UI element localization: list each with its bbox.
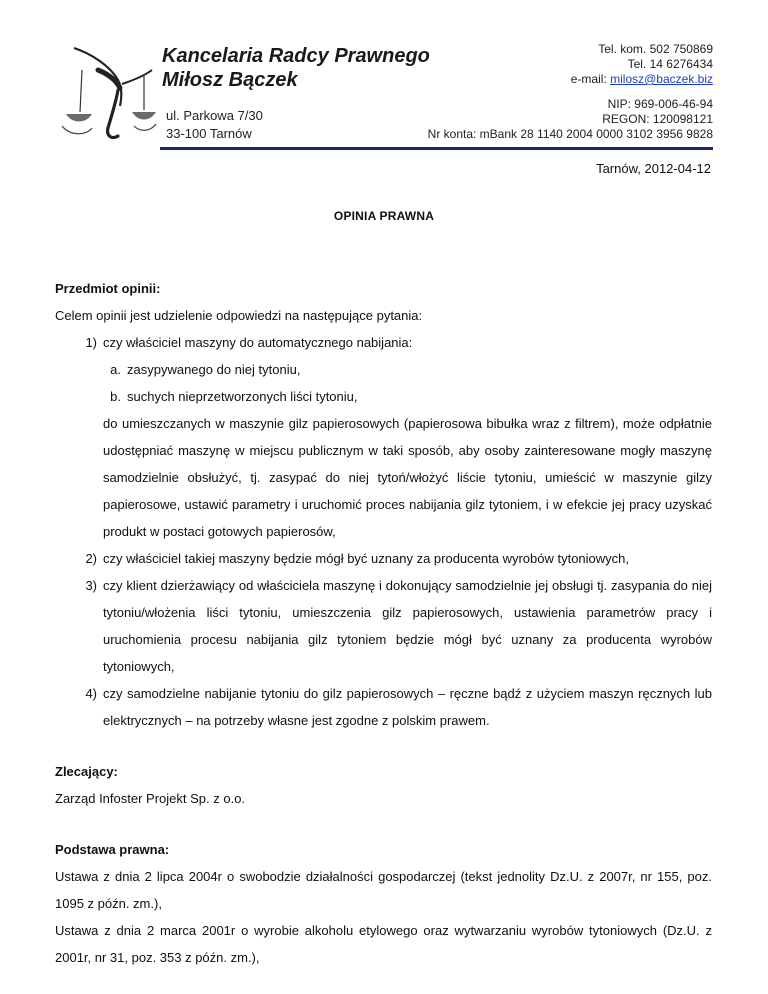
ordering-text: Zarząd Infoster Projekt Sp. z o.o.	[55, 791, 246, 806]
email-label: e-mail:	[570, 72, 611, 86]
email-line	[571, 72, 713, 87]
email-link[interactable]: milosz@baczek.biz	[610, 72, 713, 86]
question-number: 2)	[85, 551, 97, 566]
sub-item-letter: a.	[110, 362, 121, 377]
header-divider	[160, 147, 713, 150]
question-continuation: do umieszczanych w maszynie gilz papierosowych (papierosowa bibułka wraz z filtrem), może odpłatnie udostępniać maszynę w miejscu publicznym w taki sposób, aby osoby zainteresowane mogły maszynę samodzielnie obsłużyć, tj. zasypać do niej tytoń/włożyć liście tytoniu, umieścić w maszynie gilzy papierosowe, ustawić parametry i uruchomić proces nabijania gilz tytoniem, i w efekcie jej pracy uzyskać produkt w postaci gotowych papierosów,	[103, 416, 712, 539]
document-date: Tarnów, 2012-04-12	[596, 161, 711, 176]
company-ids	[428, 97, 713, 142]
phone: Tel. 14 6276434	[627, 57, 713, 71]
question-text: czy właściciel takiej maszyny będzie mógł być uznany za producenta wyrobów tytoniowych,	[103, 551, 630, 566]
scales-of-justice-icon	[52, 40, 162, 150]
ordering-heading: Zlecający:	[55, 764, 118, 779]
firm-name-line2: Miłosz Bączek	[162, 69, 298, 91]
sub-item	[55, 383, 712, 410]
question-number: 3)	[85, 578, 97, 593]
firm-name	[162, 44, 430, 92]
question-item	[55, 329, 712, 356]
question-number: 4)	[85, 686, 97, 701]
question-item	[55, 545, 712, 572]
firm-address	[166, 107, 263, 143]
question-number: 1)	[85, 335, 97, 350]
subject-intro: Celem opinii jest udzielenie odpowiedzi na następujące pytania:	[55, 308, 423, 323]
address-street: ul. Parkowa 7/30	[166, 108, 263, 123]
regon: REGON: 120098121	[602, 112, 713, 126]
sub-item-letter: b.	[110, 389, 121, 404]
sub-item-text: suchych nieprzetworzonych liści tytoniu,	[127, 389, 358, 404]
contact-info	[571, 42, 713, 87]
sub-item-text: zasypywanego do niej tytoniu,	[127, 362, 301, 377]
sub-item	[55, 356, 712, 383]
question-text: czy klient dzierżawiący od właściciela maszynę i dokonujący samodzielnie jej obsługi tj. zasypania do niej tytoniu/włożenia liści tytoniu, umieszczenia gilz papierosowych, ustawienia parametrów pracy i uruchomienia procesu nabijania gilz tytoniem będzie mógł być uznany za producenta wyrobów tytoniowych,	[103, 578, 712, 674]
legal-basis-heading: Podstawa prawna:	[55, 842, 170, 857]
document-body	[55, 275, 712, 971]
question-text: czy samodzielne nabijanie tytoniu do gilz papierosowych – ręczne bądź z użyciem maszyn ręcznych lub elektrycznych – na potrzeby własne jest zgodne z polskim prawem.	[103, 686, 712, 728]
bank-account: Nr konta: mBank 28 1140 2004 0000 3102 3956 9828	[427, 127, 713, 141]
question-item	[55, 572, 712, 680]
question-item	[55, 680, 712, 734]
phone-mobile: Tel. kom. 502 750869	[598, 42, 713, 56]
subject-heading: Przedmiot opinii:	[55, 281, 161, 296]
document-title: OPINIA PRAWNA	[333, 209, 435, 223]
legal-basis-item: Ustawa z dnia 2 lipca 2004r o swobodzie działalności gospodarczej (tekst jednolity Dz.U. z 2007r, nr 155, poz. 1095 z późn. zm.),	[55, 869, 712, 911]
legal-basis-item: Ustawa z dnia 2 marca 2001r o wyrobie alkoholu etylowego oraz wytwarzaniu wyrobów tytoniowych (Dz.U. z 2001r, nr 31, poz. 353 z późn. zm.),	[55, 923, 712, 965]
nip: NIP: 969-006-46-94	[607, 97, 713, 111]
address-city: 33-100 Tarnów	[166, 126, 252, 141]
firm-name-line1: Kancelaria Radcy Prawnego	[162, 45, 430, 67]
question-text: czy właściciel maszyny do automatycznego nabijania:	[103, 335, 413, 350]
